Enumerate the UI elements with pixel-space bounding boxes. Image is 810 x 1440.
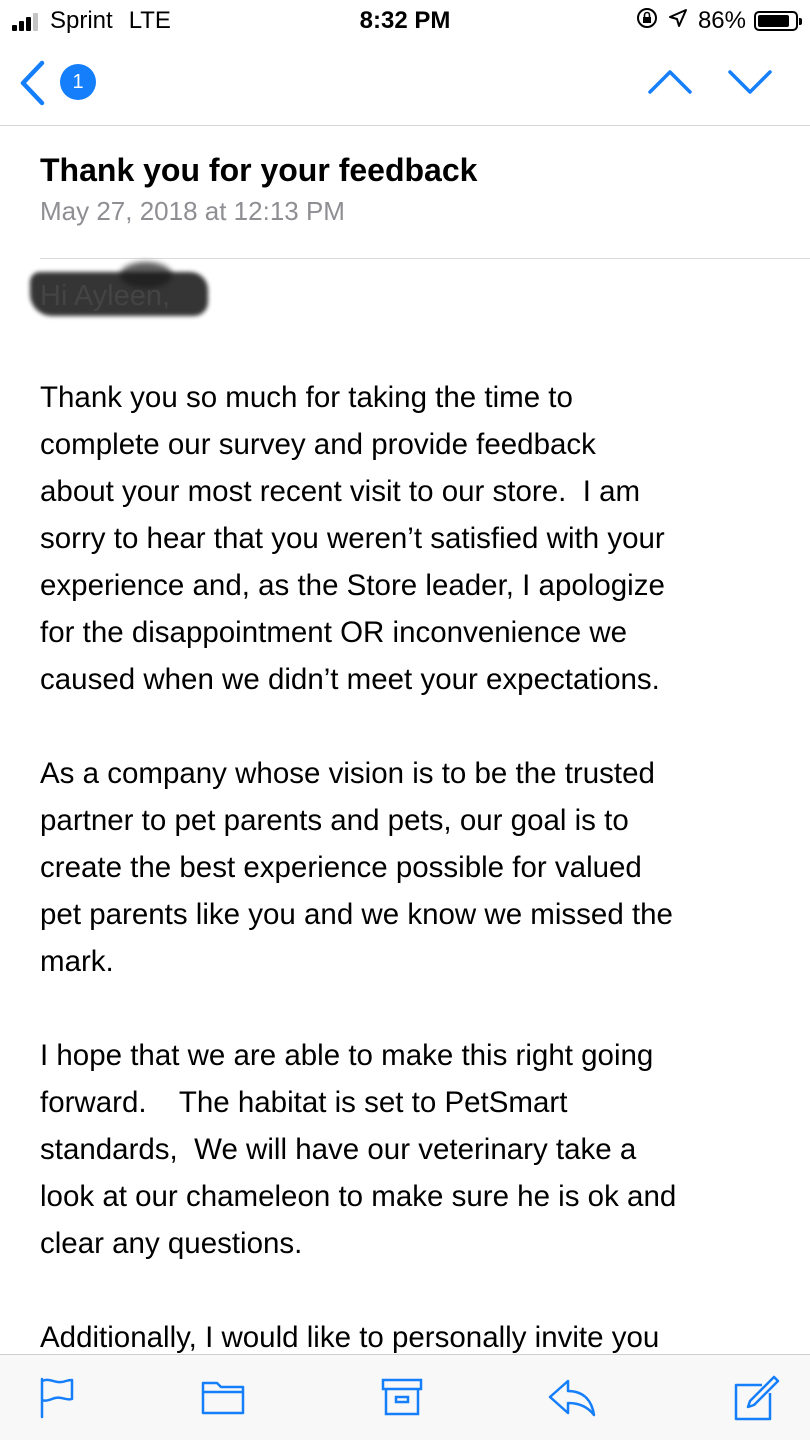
status-right	[636, 7, 798, 35]
body-paragraph-4: Additionally, I would like to personally invite you	[40, 1321, 660, 1354]
bottom-toolbar	[0, 1354, 810, 1440]
greeting-redacted	[30, 262, 210, 322]
reply-icon	[546, 1375, 598, 1419]
flag-button[interactable]	[36, 1375, 80, 1419]
unread-count-badge: 1	[60, 64, 96, 100]
compose-icon	[732, 1375, 780, 1423]
reply-button[interactable]	[546, 1375, 598, 1419]
body-paragraph-2: As a company whose vision is to be the trusted partner to pet parents and pets, our goal is to create the best experience possible for valued pet parents like you and we know we missed the mark.	[40, 757, 673, 978]
chevron-down-icon	[726, 62, 774, 102]
previous-message-button[interactable]	[646, 62, 694, 102]
message-subject: Thank you for your feedback	[40, 152, 478, 188]
status-bar	[0, 0, 810, 40]
location-arrow-icon	[668, 8, 688, 34]
status-time: 8:32 PM	[359, 7, 451, 34]
move-to-folder-button[interactable]	[200, 1375, 244, 1419]
carrier-label: Sprint	[50, 7, 113, 34]
battery-fill	[758, 15, 789, 27]
message-body	[40, 374, 780, 1408]
battery-percent: 86%	[697, 7, 746, 34]
compose-button[interactable]	[732, 1375, 780, 1419]
chevron-up-icon	[646, 62, 694, 102]
nav-bar	[0, 40, 810, 126]
folder-icon	[200, 1375, 246, 1419]
header-divider	[40, 258, 810, 259]
chevron-left-icon	[18, 60, 46, 106]
next-message-button[interactable]	[726, 62, 774, 102]
network-label: LTE	[128, 7, 171, 34]
rotation-lock-icon	[636, 7, 658, 35]
body-paragraph-3: I hope that we are able to make this right going forward. The habitat is set to PetSmart standards, We will have our veterinary take a look at our chameleon to make sure he is ok and clear any questions.	[40, 1039, 677, 1260]
flag-icon	[36, 1375, 80, 1419]
archive-button[interactable]	[380, 1375, 424, 1419]
archive-icon	[380, 1375, 424, 1419]
battery-icon	[754, 11, 798, 31]
greeting-text: Hi Ayleen,	[40, 280, 171, 312]
body-paragraph-1: Thank you so much for taking the time to complete our survey and provide feedback about your most recent visit to our store. I am sorry to hear that you weren’t satisfied with your experience and, as the Store leader, I apologize for the disappointment OR inconvenience we caused when we didn’t meet your expectations.	[40, 381, 665, 696]
message-date: May 27, 2018 at 12:13 PM	[40, 196, 345, 226]
back-button[interactable]	[18, 58, 108, 108]
